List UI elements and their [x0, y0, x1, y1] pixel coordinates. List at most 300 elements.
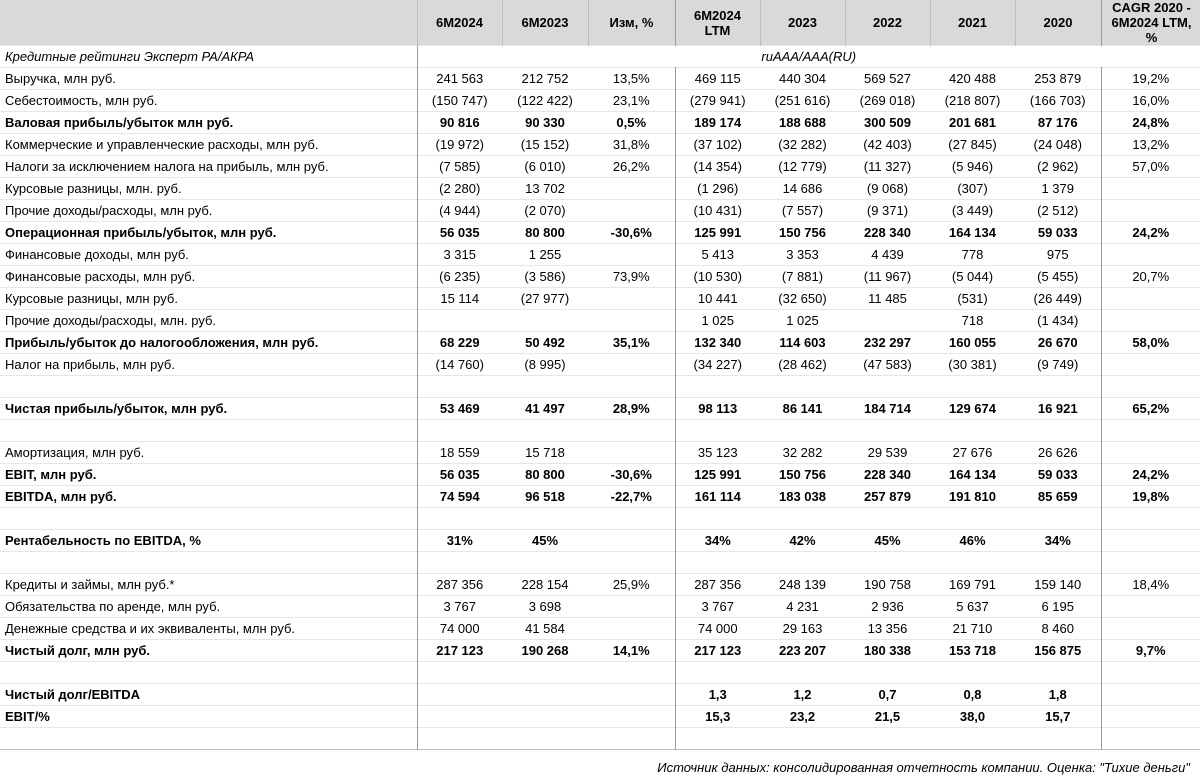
spacer-cell [675, 552, 760, 574]
row-value: 19,8% [1101, 486, 1200, 508]
row-value: 56 035 [417, 222, 502, 244]
row-label: EBIT/% [0, 706, 417, 728]
row-value: 5 637 [930, 596, 1015, 618]
row-value: (15 152) [502, 134, 588, 156]
spacer-cell [1101, 728, 1200, 750]
row-value: 4 439 [845, 244, 930, 266]
row-value: 300 509 [845, 112, 930, 134]
spacer-cell [417, 508, 502, 530]
row-value: 241 563 [417, 68, 502, 90]
table-row [0, 706, 1200, 728]
row-value: (1 434) [1015, 310, 1101, 332]
row-value: 223 207 [760, 640, 845, 662]
table-row [0, 112, 1200, 134]
row-value: (218 807) [930, 90, 1015, 112]
row-value: (166 703) [1015, 90, 1101, 112]
spacer-cell [417, 552, 502, 574]
table-row [0, 574, 1200, 596]
row-value: (26 449) [1015, 288, 1101, 310]
row-value [588, 706, 675, 728]
row-label: Себестоимость, млн руб. [0, 90, 417, 112]
row-value: 0,7 [845, 684, 930, 706]
row-value: 191 810 [930, 486, 1015, 508]
header-2023: 2023 [760, 0, 845, 46]
row-value: (24 048) [1015, 134, 1101, 156]
row-value: 35,1% [588, 332, 675, 354]
row-value: (37 102) [675, 134, 760, 156]
row-value: -22,7% [588, 486, 675, 508]
row-label: Рентабельность по EBITDA, % [0, 530, 417, 552]
row-value: (251 616) [760, 90, 845, 112]
row-value: 3 315 [417, 244, 502, 266]
row-value: 169 791 [930, 574, 1015, 596]
row-value: 80 800 [502, 464, 588, 486]
spacer-cell [760, 552, 845, 574]
row-value: 16,0% [1101, 90, 1200, 112]
row-value: 125 991 [675, 222, 760, 244]
row-value: 257 879 [845, 486, 930, 508]
row-label: Чистый долг, млн руб. [0, 640, 417, 662]
row-value: 42% [760, 530, 845, 552]
spacer-cell [502, 662, 588, 684]
row-value: 16 921 [1015, 398, 1101, 420]
row-value: 778 [930, 244, 1015, 266]
row-value: (269 018) [845, 90, 930, 112]
row-value: (3 586) [502, 266, 588, 288]
row-value: 1,8 [1015, 684, 1101, 706]
spacer-cell [588, 728, 675, 750]
row-value: 153 718 [930, 640, 1015, 662]
row-value: 150 756 [760, 464, 845, 486]
row-value: 74 000 [675, 618, 760, 640]
row-value: 26,2% [588, 156, 675, 178]
row-value: 164 134 [930, 222, 1015, 244]
table-row [0, 618, 1200, 640]
row-value: 18,4% [1101, 574, 1200, 596]
spacer-cell [588, 552, 675, 574]
row-value: 23,1% [588, 90, 675, 112]
row-label: Прибыль/убыток до налогообложения, млн руб. [0, 332, 417, 354]
row-value: 90 330 [502, 112, 588, 134]
row-value [588, 684, 675, 706]
spacer-cell [845, 552, 930, 574]
row-value: (10 431) [675, 200, 760, 222]
row-label: Курсовые разницы, млн. руб. [0, 178, 417, 200]
row-value: 13,5% [588, 68, 675, 90]
spacer-cell [760, 728, 845, 750]
row-value: 28,9% [588, 398, 675, 420]
header-6m2024-ltm [675, 0, 760, 46]
row-value: 18 559 [417, 442, 502, 464]
row-value: 1,2 [760, 684, 845, 706]
header-cagr-text: CAGR 2020 - 6M2024 LTM, % [1106, 0, 1198, 45]
row-value: (27 845) [930, 134, 1015, 156]
row-value: 3 353 [760, 244, 845, 266]
row-value: (5 946) [930, 156, 1015, 178]
row-value [1101, 596, 1200, 618]
row-value: 25,9% [588, 574, 675, 596]
row-value: 469 115 [675, 68, 760, 90]
row-value: 1 025 [675, 310, 760, 332]
spacer-cell [845, 662, 930, 684]
row-value: 287 356 [675, 574, 760, 596]
row-value: 20,7% [1101, 266, 1200, 288]
table-row [0, 178, 1200, 200]
row-value: 201 681 [930, 112, 1015, 134]
row-value: (7 557) [760, 200, 845, 222]
header-6m2023: 6M2023 [502, 0, 588, 46]
row-value: 35 123 [675, 442, 760, 464]
spacer-row [0, 552, 1200, 574]
row-value: 228 340 [845, 464, 930, 486]
row-value: 5 413 [675, 244, 760, 266]
table-row [0, 486, 1200, 508]
row-value: 29 539 [845, 442, 930, 464]
spacer-cell [930, 420, 1015, 442]
row-value: (531) [930, 288, 1015, 310]
row-value: (30 381) [930, 354, 1015, 376]
row-value: 58,0% [1101, 332, 1200, 354]
rating-row [0, 46, 1200, 68]
row-value: (279 941) [675, 90, 760, 112]
row-label: Чистый долг/EBITDA [0, 684, 417, 706]
table-row [0, 244, 1200, 266]
table-row [0, 90, 1200, 112]
row-value: 74 000 [417, 618, 502, 640]
table-row [0, 596, 1200, 618]
row-value: (12 779) [760, 156, 845, 178]
row-value: -30,6% [588, 222, 675, 244]
row-label: Курсовые разницы, млн руб. [0, 288, 417, 310]
row-value: (11 967) [845, 266, 930, 288]
row-value: 73,9% [588, 266, 675, 288]
row-value: (28 462) [760, 354, 845, 376]
row-value: (19 972) [417, 134, 502, 156]
row-value: 184 714 [845, 398, 930, 420]
row-value: 6 195 [1015, 596, 1101, 618]
row-value: 15,3 [675, 706, 760, 728]
spacer-cell [1101, 376, 1200, 398]
row-value [1101, 442, 1200, 464]
row-value: 160 055 [930, 332, 1015, 354]
row-label: Амортизация, млн руб. [0, 442, 417, 464]
row-value: (3 449) [930, 200, 1015, 222]
spacer-cell [675, 508, 760, 530]
row-value: 150 756 [760, 222, 845, 244]
row-value [1101, 244, 1200, 266]
spacer-cell [502, 420, 588, 442]
footer-row [0, 750, 1200, 784]
row-value [845, 310, 930, 332]
source-note: Источник данных: консолидированная отчетность компании. Оценка: "Тихие деньги" [0, 750, 1200, 784]
rating-value: ruAAA/AAA(RU) [417, 46, 1200, 68]
row-value: 180 338 [845, 640, 930, 662]
table-row [0, 332, 1200, 354]
table-row [0, 134, 1200, 156]
spacer-cell [1015, 376, 1101, 398]
row-value: 217 123 [417, 640, 502, 662]
table-row [0, 156, 1200, 178]
row-value: 189 174 [675, 112, 760, 134]
row-value: 1 255 [502, 244, 588, 266]
row-value: 10 441 [675, 288, 760, 310]
row-value: 59 033 [1015, 464, 1101, 486]
row-label: EBITDA, млн руб. [0, 486, 417, 508]
table-row [0, 530, 1200, 552]
row-value: 24,8% [1101, 112, 1200, 134]
row-value: 13,2% [1101, 134, 1200, 156]
header-change: Изм, % [588, 0, 675, 46]
row-value [588, 178, 675, 200]
row-value: 129 674 [930, 398, 1015, 420]
table-row [0, 354, 1200, 376]
row-value: 41 497 [502, 398, 588, 420]
spacer-cell [0, 728, 417, 750]
row-value: 38,0 [930, 706, 1015, 728]
row-label: Обязательства по аренде, млн руб. [0, 596, 417, 618]
row-value: 975 [1015, 244, 1101, 266]
spacer-cell [417, 376, 502, 398]
spacer-cell [675, 728, 760, 750]
row-value: 14 686 [760, 178, 845, 200]
spacer-cell [417, 662, 502, 684]
row-value: (1 296) [675, 178, 760, 200]
row-value: 164 134 [930, 464, 1015, 486]
row-value: 1 379 [1015, 178, 1101, 200]
spacer-row [0, 420, 1200, 442]
row-value: (32 650) [760, 288, 845, 310]
row-value: 50 492 [502, 332, 588, 354]
row-value: 15,7 [1015, 706, 1101, 728]
row-value: 65,2% [1101, 398, 1200, 420]
spacer-cell [0, 508, 417, 530]
row-label: Налог на прибыль, млн руб. [0, 354, 417, 376]
row-value: 132 340 [675, 332, 760, 354]
row-value: 24,2% [1101, 222, 1200, 244]
row-label: Валовая прибыль/убыток млн руб. [0, 112, 417, 134]
row-value: 0,8 [930, 684, 1015, 706]
row-label: Выручка, млн руб. [0, 68, 417, 90]
row-label: Финансовые доходы, млн руб. [0, 244, 417, 266]
row-value: (47 583) [845, 354, 930, 376]
row-value: (14 354) [675, 156, 760, 178]
row-value: 59 033 [1015, 222, 1101, 244]
spacer-cell [1015, 552, 1101, 574]
header-2022: 2022 [845, 0, 930, 46]
row-value: 156 875 [1015, 640, 1101, 662]
row-value [1101, 618, 1200, 640]
row-value: (122 422) [502, 90, 588, 112]
row-label: Коммерческие и управленческие расходы, млн руб. [0, 134, 417, 156]
row-value: 2 936 [845, 596, 930, 618]
row-value: 228 340 [845, 222, 930, 244]
row-value: (2 070) [502, 200, 588, 222]
row-value: 3 698 [502, 596, 588, 618]
row-value: 96 518 [502, 486, 588, 508]
row-value: 569 527 [845, 68, 930, 90]
row-value: 15 718 [502, 442, 588, 464]
header-6m2024-ltm-text: 6M2024 LTM [690, 8, 746, 38]
row-value [588, 442, 675, 464]
row-value: 125 991 [675, 464, 760, 486]
table-row [0, 310, 1200, 332]
row-value [1101, 288, 1200, 310]
row-value: (2 280) [417, 178, 502, 200]
row-label: Финансовые расходы, млн руб. [0, 266, 417, 288]
header-2020: 2020 [1015, 0, 1101, 46]
row-value: 27 676 [930, 442, 1015, 464]
spacer-cell [588, 420, 675, 442]
row-value: 31,8% [588, 134, 675, 156]
row-value [1101, 706, 1200, 728]
row-value: 53 469 [417, 398, 502, 420]
spacer-cell [502, 552, 588, 574]
row-value: 14,1% [588, 640, 675, 662]
spacer-cell [1015, 508, 1101, 530]
row-value: 23,2 [760, 706, 845, 728]
row-value: (307) [930, 178, 1015, 200]
row-value [1101, 354, 1200, 376]
table-row [0, 398, 1200, 420]
row-value: (4 944) [417, 200, 502, 222]
spacer-cell [1101, 420, 1200, 442]
row-label: Налоги за исключением налога на прибыль, млн руб. [0, 156, 417, 178]
spacer-cell [1015, 728, 1101, 750]
row-label: Чистая прибыль/убыток, млн руб. [0, 398, 417, 420]
spacer-cell [760, 376, 845, 398]
row-value: 57,0% [1101, 156, 1200, 178]
row-value: 188 688 [760, 112, 845, 134]
row-value: (9 068) [845, 178, 930, 200]
row-value: 15 114 [417, 288, 502, 310]
row-value: 4 231 [760, 596, 845, 618]
spacer-cell [417, 728, 502, 750]
row-value: (8 995) [502, 354, 588, 376]
spacer-cell [930, 508, 1015, 530]
row-value: 24,2% [1101, 464, 1200, 486]
header-6m2024: 6M2024 [417, 0, 502, 46]
spacer-cell [1101, 552, 1200, 574]
row-value: (6 235) [417, 266, 502, 288]
row-label: Кредиты и займы, млн руб.* [0, 574, 417, 596]
table-row [0, 442, 1200, 464]
row-value: 19,2% [1101, 68, 1200, 90]
table-row [0, 200, 1200, 222]
spacer-cell [1015, 662, 1101, 684]
row-value: 31% [417, 530, 502, 552]
row-value [588, 354, 675, 376]
row-value: 90 816 [417, 112, 502, 134]
spacer-cell [0, 552, 417, 574]
row-value: 287 356 [417, 574, 502, 596]
spacer-cell [1101, 662, 1200, 684]
row-value: 45% [502, 530, 588, 552]
spacer-cell [0, 420, 417, 442]
row-value: (11 327) [845, 156, 930, 178]
row-value: (14 760) [417, 354, 502, 376]
row-value [1101, 200, 1200, 222]
row-value: (9 749) [1015, 354, 1101, 376]
spacer-cell [675, 662, 760, 684]
row-value: 217 123 [675, 640, 760, 662]
row-value: (5 044) [930, 266, 1015, 288]
row-value: (7 881) [760, 266, 845, 288]
header-2021: 2021 [930, 0, 1015, 46]
spacer-cell [760, 420, 845, 442]
spacer-cell [588, 376, 675, 398]
spacer-cell [845, 728, 930, 750]
row-value: 26 670 [1015, 332, 1101, 354]
spacer-cell [760, 662, 845, 684]
row-label: Прочие доходы/расходы, млн руб. [0, 200, 417, 222]
spacer-cell [1015, 420, 1101, 442]
row-value: 32 282 [760, 442, 845, 464]
row-value: (27 977) [502, 288, 588, 310]
row-value: (5 455) [1015, 266, 1101, 288]
row-value [1101, 684, 1200, 706]
row-value: 86 141 [760, 398, 845, 420]
row-value [502, 310, 588, 332]
spacer-cell [845, 508, 930, 530]
row-value: 21 710 [930, 618, 1015, 640]
table-row [0, 222, 1200, 244]
spacer-cell [675, 376, 760, 398]
row-value: 8 460 [1015, 618, 1101, 640]
row-value [588, 530, 675, 552]
row-value: 11 485 [845, 288, 930, 310]
row-value: 13 702 [502, 178, 588, 200]
row-value: 159 140 [1015, 574, 1101, 596]
row-value [588, 288, 675, 310]
row-value: 248 139 [760, 574, 845, 596]
row-value: 718 [930, 310, 1015, 332]
row-value: 228 154 [502, 574, 588, 596]
spacer-cell [588, 508, 675, 530]
spacer-cell [930, 728, 1015, 750]
row-value [417, 684, 502, 706]
header-cagr [1101, 0, 1200, 46]
row-value: 87 176 [1015, 112, 1101, 134]
table-row [0, 640, 1200, 662]
row-label: Прочие доходы/расходы, млн. руб. [0, 310, 417, 332]
row-value: 190 758 [845, 574, 930, 596]
row-value: (2 962) [1015, 156, 1101, 178]
row-value [588, 618, 675, 640]
row-value: 440 304 [760, 68, 845, 90]
spacer-cell [845, 376, 930, 398]
table-row [0, 684, 1200, 706]
table-row [0, 68, 1200, 90]
row-value [588, 244, 675, 266]
row-value: 1,3 [675, 684, 760, 706]
row-value [588, 596, 675, 618]
row-value: (2 512) [1015, 200, 1101, 222]
spacer-cell [845, 420, 930, 442]
row-value: 56 035 [417, 464, 502, 486]
row-value: -30,6% [588, 464, 675, 486]
row-value [1101, 178, 1200, 200]
spacer-cell [502, 376, 588, 398]
row-value [417, 310, 502, 332]
row-value: 114 603 [760, 332, 845, 354]
header-row [0, 0, 1200, 46]
table-row [0, 464, 1200, 486]
row-value: 85 659 [1015, 486, 1101, 508]
row-value: (10 530) [675, 266, 760, 288]
row-value: 183 038 [760, 486, 845, 508]
row-label: EBIT, млн руб. [0, 464, 417, 486]
spacer-cell [1101, 508, 1200, 530]
